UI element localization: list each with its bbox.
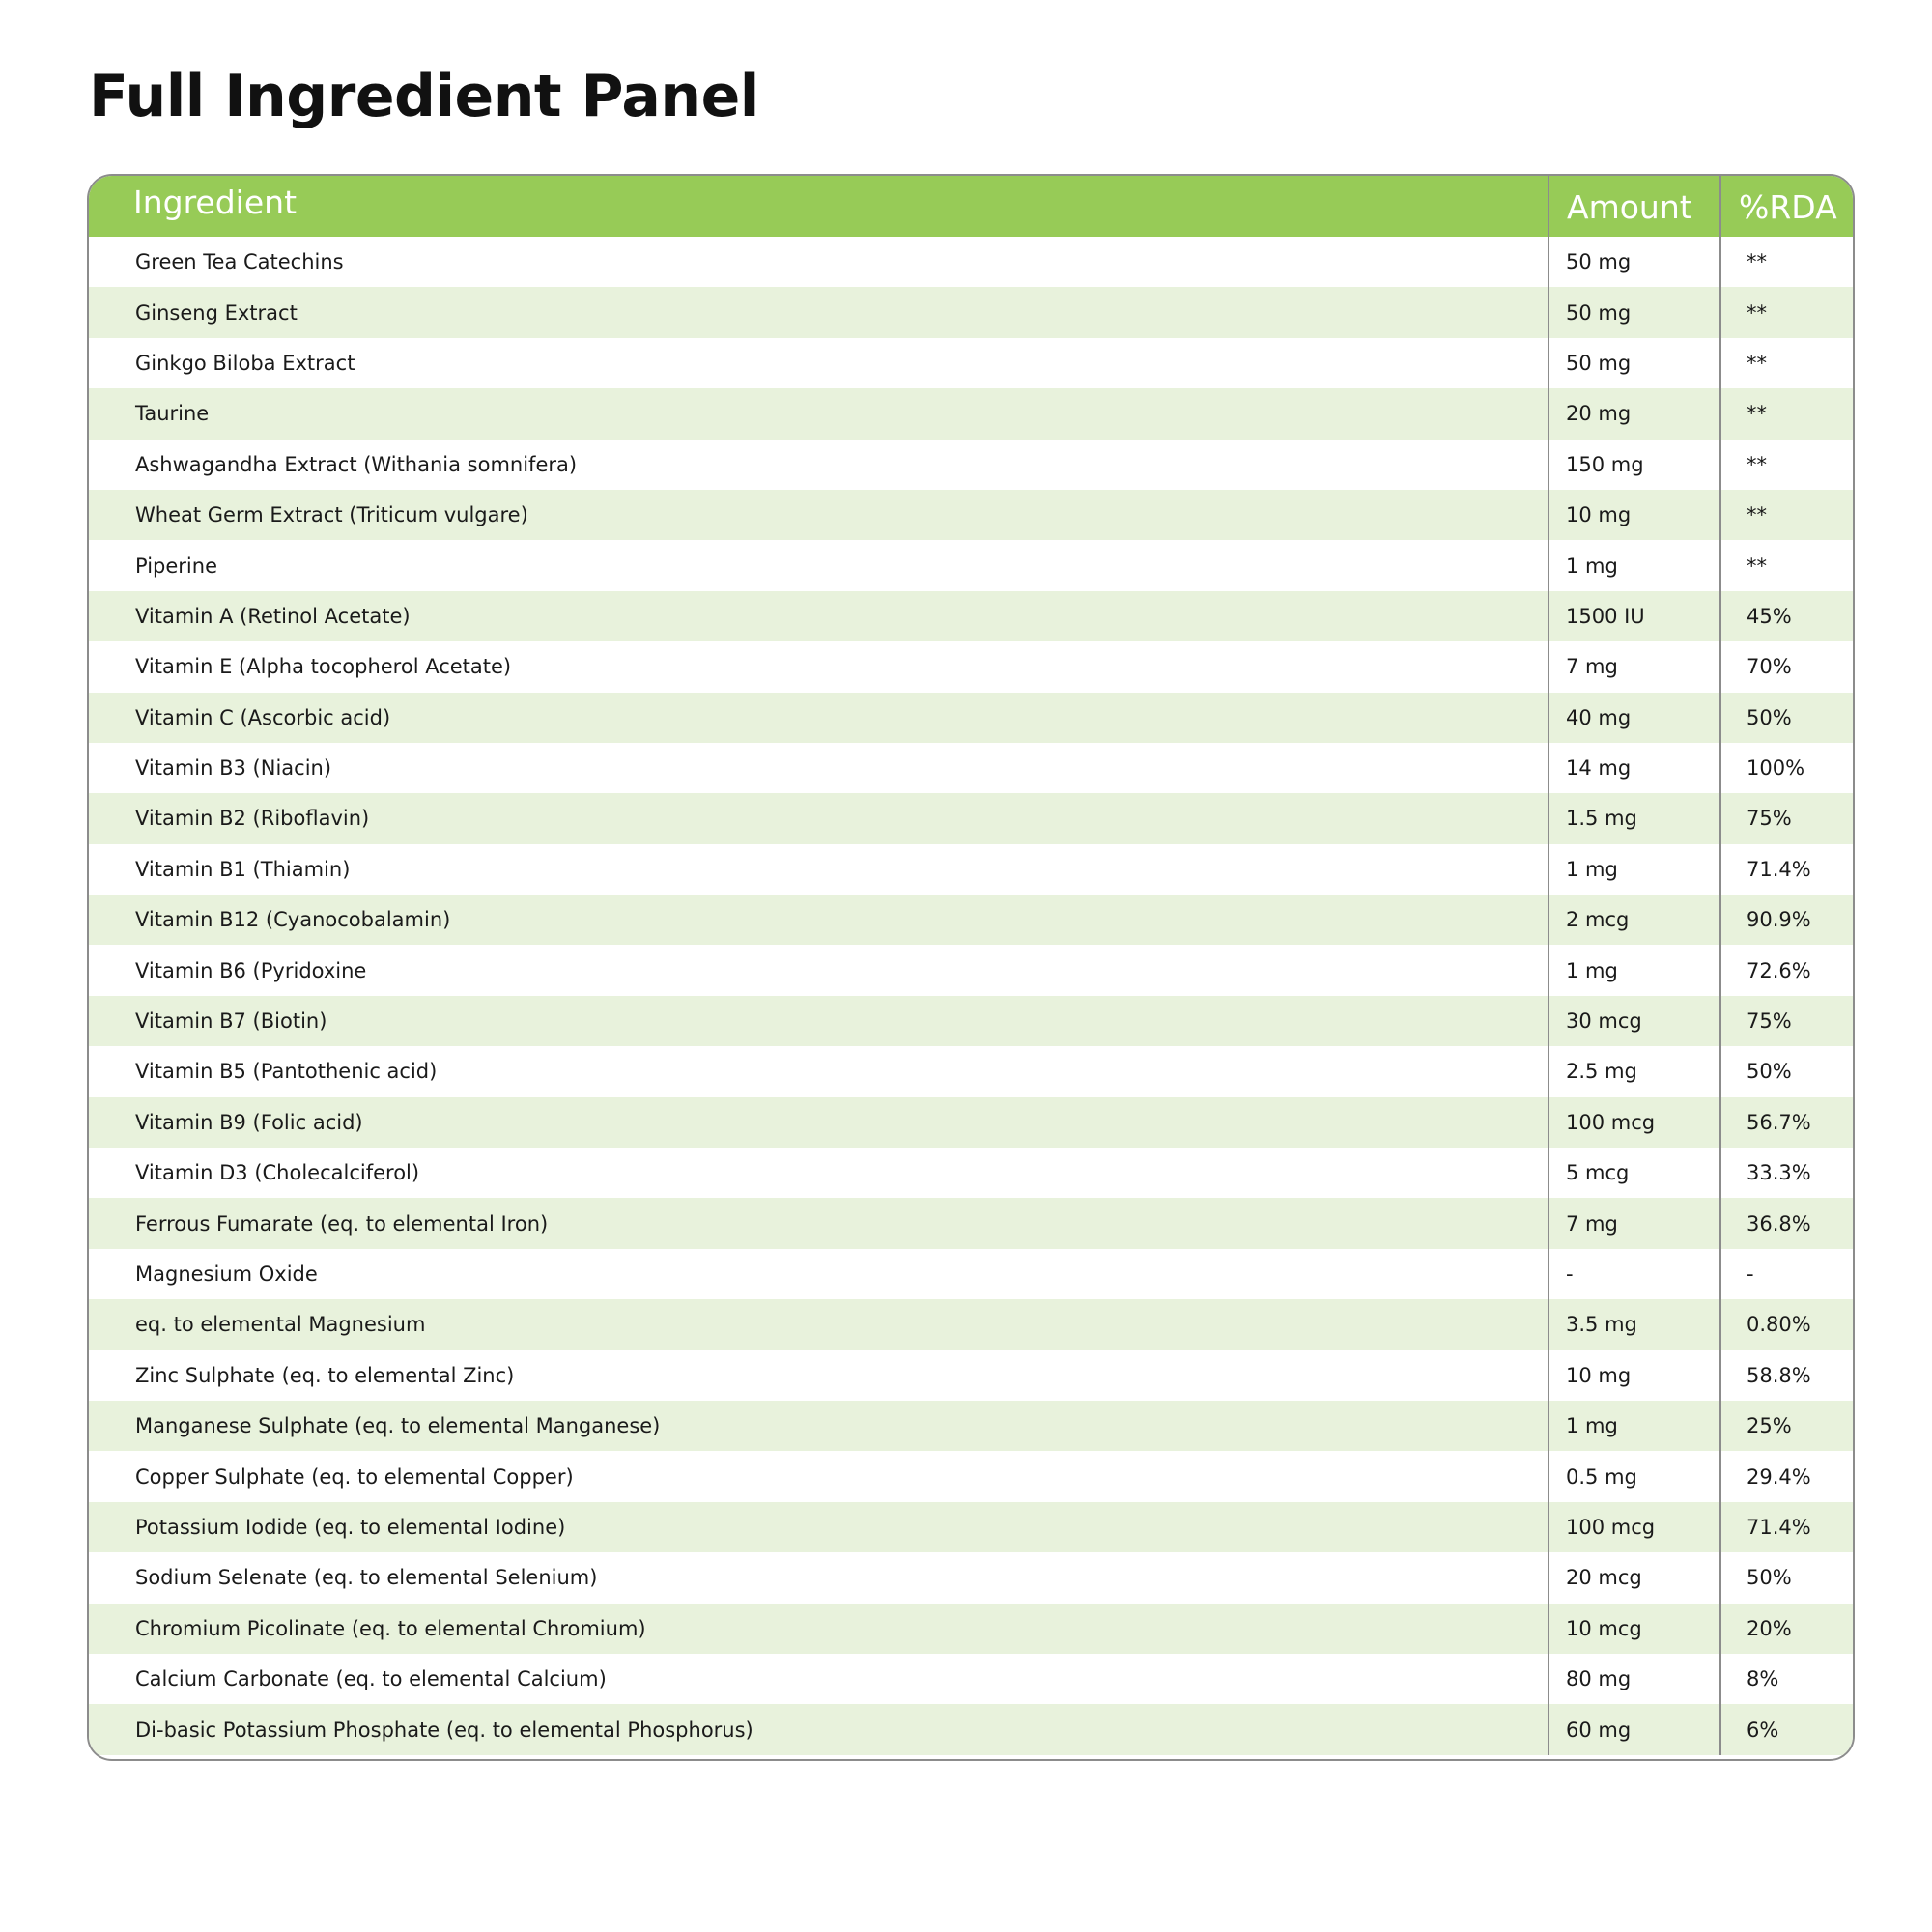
ingredient-amount: 0.5 mg [1548,1451,1719,1501]
ingredient-amount: 1.5 mg [1548,793,1719,843]
ingredient-amount: 50 mg [1548,287,1719,337]
ingredient-amount: 7 mg [1548,641,1719,692]
ingredient-amount: 5 mcg [1548,1148,1719,1198]
ingredient-name: Vitamin A (Retinol Acetate) [135,604,411,628]
ingredient-amount: 150 mg [1548,440,1719,490]
table-row [89,641,1853,692]
ingredient-name: Ginseng Extract [135,300,298,325]
ingredient-rda: ** [1719,287,1853,337]
table-row [89,1249,1853,1299]
ingredient-name: Vitamin C (Ascorbic acid) [135,705,391,729]
table-row [89,693,1853,743]
ingredient-name: Vitamin B1 (Thiamin) [135,857,351,881]
table-row [89,540,1853,590]
ingredient-amount: 100 mcg [1548,1097,1719,1148]
ingredient-amount: 50 mg [1548,237,1719,287]
ingredient-name: Manganese Sulphate (eq. to elemental Manganese) [135,1414,661,1438]
ingredient-rda: 70% [1719,641,1853,692]
table-row [89,388,1853,439]
ingredient-rda: ** [1719,388,1853,439]
ingredient-rda: 56.7% [1719,1097,1853,1148]
ingredient-rda: 72.6% [1719,945,1853,995]
ingredient-name: Vitamin D3 (Cholecalciferol) [135,1161,420,1185]
ingredient-rda: - [1719,1249,1853,1299]
ingredient-rda: 45% [1719,591,1853,641]
ingredient-rda: 71.4% [1719,1502,1853,1552]
ingredient-name: Zinc Sulphate (eq. to elemental Zinc) [135,1363,515,1387]
table-row [89,287,1853,337]
ingredient-amount: 100 mcg [1548,1502,1719,1552]
page-title: Full Ingredient Panel [89,63,759,130]
table-row [89,793,1853,843]
ingredient-rda: 90.9% [1719,895,1853,945]
ingredient-rda: 25% [1719,1401,1853,1451]
ingredient-rda: 8% [1719,1654,1853,1704]
ingredient-rda: 50% [1719,1552,1853,1603]
ingredient-name: Vitamin B12 (Cyanocobalamin) [135,908,451,932]
ingredient-amount: 10 mg [1548,490,1719,540]
table-row [89,1299,1853,1350]
header-amount: Amount [1548,176,1719,237]
ingredient-name: Taurine [135,402,210,426]
ingredient-name: Di-basic Potassium Phosphate (eq. to elemental Phosphorus) [135,1718,753,1742]
ingredient-amount: 30 mcg [1548,996,1719,1046]
ingredient-name: Vitamin B3 (Niacin) [135,756,332,781]
table-row [89,844,1853,895]
table-row [89,1604,1853,1654]
table-row [89,237,1853,287]
table-body [89,237,1853,1755]
table-row [89,1401,1853,1451]
table-row [89,440,1853,490]
table-row [89,895,1853,945]
ingredient-rda: 0.80% [1719,1299,1853,1350]
table-row [89,1704,1853,1754]
header-rda: %RDA [1719,176,1853,237]
ingredient-name: Ashwagandha Extract (Withania somnifera) [135,452,578,476]
table-row [89,1654,1853,1704]
table-row [89,591,1853,641]
table-row [89,490,1853,540]
table-row [89,1502,1853,1552]
table-header [89,176,1853,237]
table-row [89,945,1853,995]
ingredient-amount: 20 mcg [1548,1552,1719,1603]
ingredient-amount: 50 mg [1548,338,1719,388]
ingredient-rda: ** [1719,338,1853,388]
ingredient-name: Green Tea Catechins [135,250,344,274]
table-row [89,1097,1853,1148]
ingredient-name: Chromium Picolinate (eq. to elemental Chromium) [135,1616,646,1640]
ingredient-rda: ** [1719,540,1853,590]
ingredient-name: Ginkgo Biloba Extract [135,351,355,375]
ingredient-amount: 1 mg [1548,844,1719,895]
table-row [89,338,1853,388]
ingredient-rda: 33.3% [1719,1148,1853,1198]
ingredient-rda: 50% [1719,693,1853,743]
ingredient-name: Vitamin B2 (Riboflavin) [135,807,370,831]
ingredient-rda: 6% [1719,1704,1853,1754]
ingredient-name: Piperine [135,554,217,578]
ingredient-name: Copper Sulphate (eq. to elemental Copper) [135,1464,574,1489]
ingredient-name: Vitamin B9 (Folic acid) [135,1110,363,1134]
ingredient-amount: 1 mg [1548,540,1719,590]
ingredient-rda: 36.8% [1719,1198,1853,1248]
ingredient-amount: 40 mg [1548,693,1719,743]
ingredient-rda: 50% [1719,1046,1853,1096]
table-row [89,1350,1853,1401]
ingredient-name: Magnesium Oxide [135,1263,318,1286]
ingredient-amount: 10 mcg [1548,1604,1719,1654]
ingredient-amount: - [1548,1249,1719,1299]
ingredient-rda: 29.4% [1719,1451,1853,1501]
ingredient-name: Potassium Iodide (eq. to elemental Iodine) [135,1515,566,1539]
ingredient-rda: 75% [1719,793,1853,843]
table-row [89,1198,1853,1248]
ingredient-rda: ** [1719,237,1853,287]
ingredient-name: Sodium Selenate (eq. to elemental Selenium) [135,1566,598,1590]
ingredient-amount: 14 mg [1548,743,1719,793]
ingredient-amount: 80 mg [1548,1654,1719,1704]
ingredient-amount: 60 mg [1548,1704,1719,1754]
table-row [89,1451,1853,1501]
ingredient-rda: 58.8% [1719,1350,1853,1401]
ingredient-amount: 2.5 mg [1548,1046,1719,1096]
table-row [89,1046,1853,1096]
table-row [89,1148,1853,1198]
ingredient-amount: 1 mg [1548,1401,1719,1451]
ingredient-name: Vitamin B6 (Pyridoxine [135,958,367,982]
ingredient-amount: 20 mg [1548,388,1719,439]
table-row [89,1552,1853,1603]
header-ingredient: Ingredient [133,184,298,221]
ingredient-amount: 1 mg [1548,945,1719,995]
ingredient-rda: 20% [1719,1604,1853,1654]
ingredient-rda: ** [1719,490,1853,540]
ingredient-name: Vitamin B5 (Pantothenic acid) [135,1060,438,1084]
ingredient-name: Wheat Germ Extract (Triticum vulgare) [135,503,528,527]
ingredient-rda: 100% [1719,743,1853,793]
ingredient-amount: 10 mg [1548,1350,1719,1401]
ingredient-rda: ** [1719,440,1853,490]
table-row [89,996,1853,1046]
ingredient-amount: 2 mcg [1548,895,1719,945]
ingredient-rda: 71.4% [1719,844,1853,895]
ingredient-name: eq. to elemental Magnesium [135,1313,426,1337]
ingredient-name: Calcium Carbonate (eq. to elemental Calcium) [135,1667,607,1691]
ingredient-name: Ferrous Fumarate (eq. to elemental Iron) [135,1211,549,1236]
table-row [89,743,1853,793]
ingredient-amount: 7 mg [1548,1198,1719,1248]
ingredient-rda: 75% [1719,996,1853,1046]
ingredient-name: Vitamin E (Alpha tocopherol Acetate) [135,655,512,679]
ingredient-amount: 3.5 mg [1548,1299,1719,1350]
ingredient-name: Vitamin B7 (Biotin) [135,1009,327,1034]
ingredient-table [87,174,1855,1761]
ingredient-amount: 1500 IU [1548,591,1719,641]
